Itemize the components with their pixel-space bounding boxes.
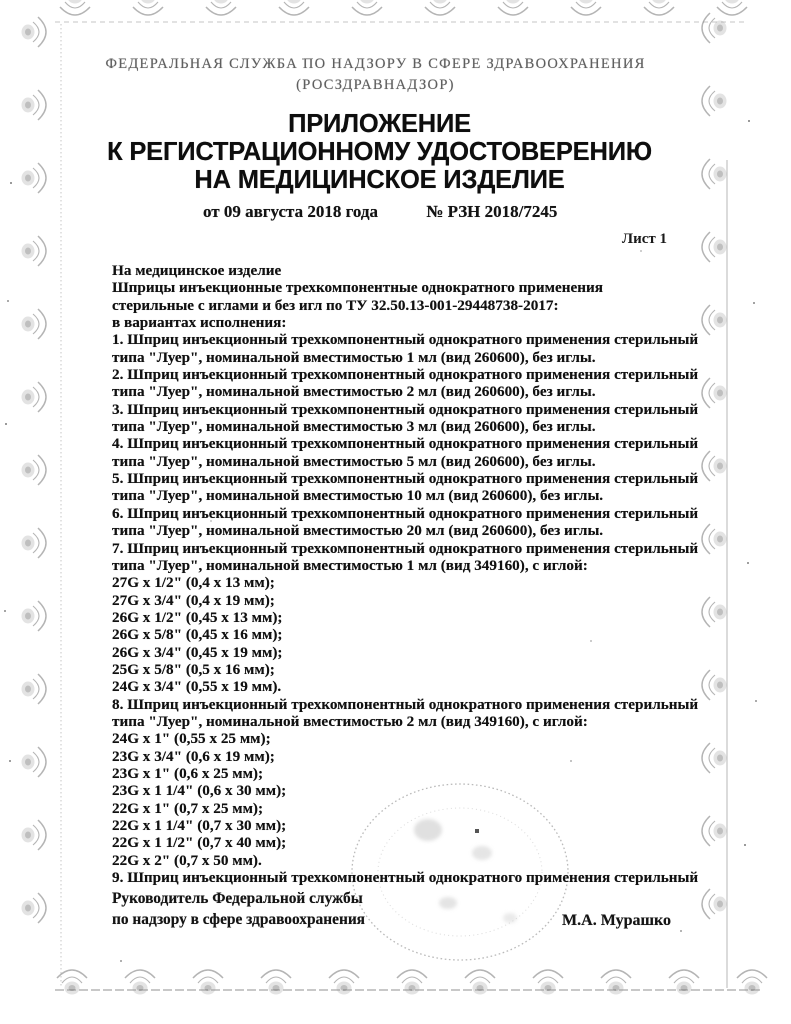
body-line: стерильные с иглами и без игл по ТУ 32.50.13-001-29448738-2017: <box>112 296 559 314</box>
registration-number: № РЗН 2018/7245 <box>426 202 558 221</box>
body-line: 22G x 1 1/2" (0,7 x 40 мм); <box>112 834 287 852</box>
body-line: 7. Шприц инъекционный трехкомпонентный однократного применения стерильный <box>112 539 699 557</box>
body-line: типа "Луер", номинальной вместимостью 20 мл (вид 260600), без иглы. <box>112 522 604 540</box>
body-line: 22G x 2" (0,7 x 50 мм). <box>112 851 262 869</box>
registration-line <box>203 202 557 222</box>
body-line: типа "Луер", номинальной вместимостью 1 мл (вид 349160), с иглой: <box>112 556 588 574</box>
title-line-2: К РЕГИСТРАЦИОННОМУ УДОСТОВЕРЕНИЮ <box>107 138 652 166</box>
body-line: типа "Луер", номинальной вместимостью 3 мл (вид 260600), без иглы. <box>112 418 596 436</box>
document-body <box>112 262 712 886</box>
body-line: 24G x 3/4" (0,55 x 19 мм). <box>112 678 282 696</box>
body-line: 26G x 5/8" (0,45 x 16 мм); <box>112 626 283 644</box>
document-title <box>60 110 721 194</box>
body-line: типа "Луер", номинальной вместимостью 2 мл (вид 349160), с иглой: <box>112 712 588 730</box>
body-line: 27G x 1/2" (0,4 x 13 мм); <box>112 574 275 592</box>
body-line: 23G x 1 1/4" (0,6 x 30 мм); <box>112 782 287 800</box>
body-line: 5. Шприц инъекционный трехкомпонентный однократного применения стерильный <box>112 470 699 488</box>
body-line: 4. Шприц инъекционный трехкомпонентный однократного применения стерильный <box>112 435 699 453</box>
body-line: 26G x 3/4" (0,45 x 19 мм); <box>112 643 283 661</box>
body-line: 26G x 1/2" (0,45 x 13 мм); <box>112 608 283 626</box>
title-line-1: ПРИЛОЖЕНИЕ <box>288 110 471 138</box>
body-line: 22G x 1 1/4" (0,7 x 30 мм); <box>112 817 287 834</box>
body-line: в вариантах исполнения: <box>112 314 287 332</box>
body-line: типа "Луер", номинальной вместимостью 1 мл (вид 260600), без иглы. <box>112 348 596 366</box>
body-line: 23G x 3/4" (0,6 x 19 мм); <box>112 747 275 765</box>
body-line: типа "Луер", номинальной вместимостью 10 мл (вид 260600), без иглы. <box>112 487 604 505</box>
body-line: На медицинское изделие <box>112 262 282 279</box>
agency-name: ФЕДЕРАЛЬНАЯ СЛУЖБА ПО НАДЗОРУ В СФЕРЕ ЗДРАВООХРАНЕНИЯ <box>105 56 646 72</box>
agency-header <box>60 54 721 96</box>
body-line: 22G x 1" (0,7 x 25 мм); <box>112 799 264 817</box>
body-line: 3. Шприц инъекционный трехкомпонентный однократного применения стерильный <box>112 400 699 418</box>
sheet-number: Лист 1 <box>621 231 667 247</box>
body-line: 24G x 1" (0,55 x 25 мм); <box>112 730 271 748</box>
body-line: 25G x 5/8" (0,5 x 16 мм); <box>112 660 275 678</box>
body-line: 6. Шприц инъекционный трехкомпонентный однократного применения стерильный <box>112 504 699 522</box>
body-line: типа "Луер", номинальной вместимостью 2 мл (вид 260600), без иглы. <box>112 383 596 401</box>
body-line: 27G x 3/4" (0,4 x 19 мм); <box>112 591 275 609</box>
body-line: 8. Шприц инъекционный трехкомпонентный однократного применения стерильный <box>112 695 699 713</box>
title-line-3: НА МЕДИЦИНСКОЕ ИЗДЕЛИЕ <box>194 166 565 194</box>
body-line: 2. Шприц инъекционный трехкомпонентный однократного применения стерильный <box>112 366 699 384</box>
signer-name: М.А. Мурашко <box>562 912 671 929</box>
signature-block <box>112 888 671 930</box>
issue-date: от 09 августа 2018 года <box>203 202 379 221</box>
body-line: типа "Луер", номинальной вместимостью 5 мл (вид 260600), без иглы. <box>112 452 596 470</box>
signer-title-line1: Руководитель Федеральной службы <box>112 890 363 907</box>
body-line: Шприцы инъекционные трехкомпонентные однократного применения <box>112 279 603 297</box>
signer-title <box>112 888 365 930</box>
body-line: 23G x 1" (0,6 x 25 мм); <box>112 764 264 782</box>
body-line: 9. Шприц инъекционный трехкомпонентный однократного применения стерильный <box>112 869 699 887</box>
signer-title-line2: по надзору в сфере здравоохранения <box>112 911 366 928</box>
agency-short-name: (РОСЗДРАВНАДЗОР) <box>296 77 455 93</box>
scan-noise <box>0 0 2 2</box>
body-line: 1. Шприц инъекционный трехкомпонентный однократного применения стерильный <box>112 331 699 349</box>
